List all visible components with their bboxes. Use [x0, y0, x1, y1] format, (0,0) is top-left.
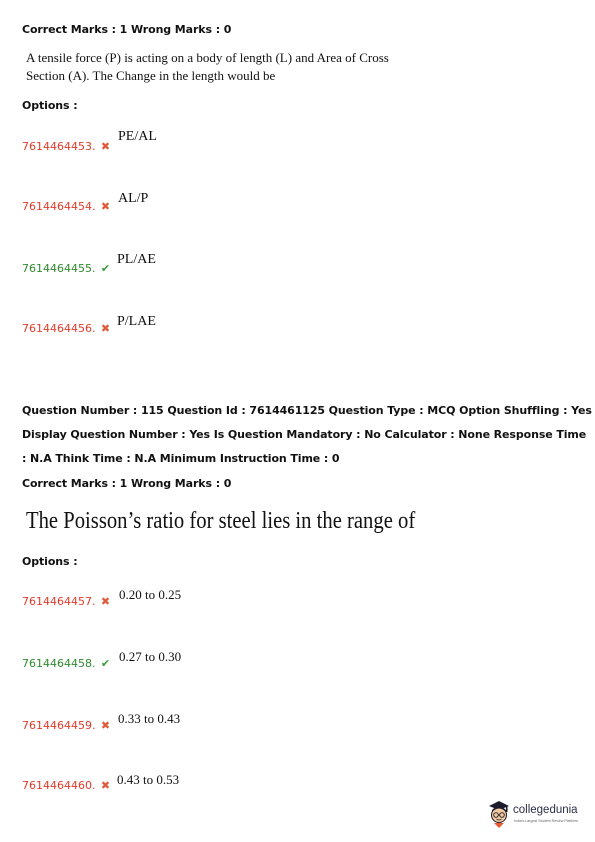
q2-option-3	[22, 715, 111, 735]
q1-option-3	[22, 258, 111, 278]
option-id: 7614464459.	[22, 718, 96, 732]
q2-option-1	[22, 591, 111, 611]
q2-option-4	[22, 775, 111, 795]
cross-icon: ✖	[100, 321, 111, 335]
option-id: 7614464460.	[22, 778, 96, 792]
q2-meta-line2: Display Question Number : Yes Is Question Mandatory : No Calculator : None Response Time	[22, 428, 587, 441]
cross-icon: ✖	[100, 778, 111, 792]
q1-options-label: Options :	[22, 99, 78, 112]
check-icon: ✔	[100, 656, 111, 670]
cross-icon: ✖	[100, 139, 111, 153]
cross-icon: ✖	[100, 594, 111, 608]
q2-marks: Correct Marks : 1 Wrong Marks : 0	[22, 477, 232, 490]
q1-question-line2: Section (A). The Change in the length would be	[26, 68, 276, 83]
option-id: 7614464458.	[22, 656, 96, 670]
option-id: 7614464454.	[22, 199, 96, 213]
logo-wordmark: collegedunia	[513, 804, 578, 816]
q1-option-1-text: PE/AL	[118, 129, 157, 144]
option-id: 7614464456.	[22, 321, 96, 335]
q2-option-3-text: 0.33 to 0.43	[118, 711, 181, 726]
q1-option-4	[22, 318, 111, 338]
q2-option-2-text: 0.27 to 0.30	[119, 649, 182, 664]
q2-options-label: Options :	[22, 555, 78, 568]
cross-icon: ✖	[100, 718, 111, 732]
student-mascot-icon	[487, 798, 511, 830]
option-id: 7614464455.	[22, 261, 96, 275]
option-id: 7614464457.	[22, 594, 96, 608]
q1-question-line1: A tensile force (P) is acting on a body of length (L) and Area of Cross	[26, 50, 389, 65]
q2-option-4-text: 0.43 to 0.53	[117, 772, 180, 787]
q2-option-1-text: 0.20 to 0.25	[119, 587, 182, 602]
q2-question-text: The Poisson’s ratio for steel lies in the range of	[26, 508, 416, 534]
q1-option-4-text: P/LAE	[117, 314, 156, 329]
q2-option-2	[22, 653, 111, 673]
q1-option-2-text: AL/P	[118, 191, 149, 206]
q2-meta-line1: Question Number : 115 Question Id : 7614461125 Question Type : MCQ Option Shuffling : Yes	[22, 404, 592, 417]
q1-option-3-text: PL/AE	[117, 252, 156, 267]
option-id: 7614464453.	[22, 139, 96, 153]
logo-tagline: India's Largest Student Review Platform	[514, 819, 578, 823]
q2-meta-line3: : N.A Think Time : N.A Minimum Instruction Time : 0	[22, 452, 340, 465]
cross-icon: ✖	[100, 199, 111, 213]
collegedunia-logo	[487, 798, 589, 832]
check-icon: ✔	[100, 261, 111, 275]
q1-option-1	[22, 136, 111, 156]
q1-option-2	[22, 196, 111, 216]
q1-marks: Correct Marks : 1 Wrong Marks : 0	[22, 23, 232, 36]
